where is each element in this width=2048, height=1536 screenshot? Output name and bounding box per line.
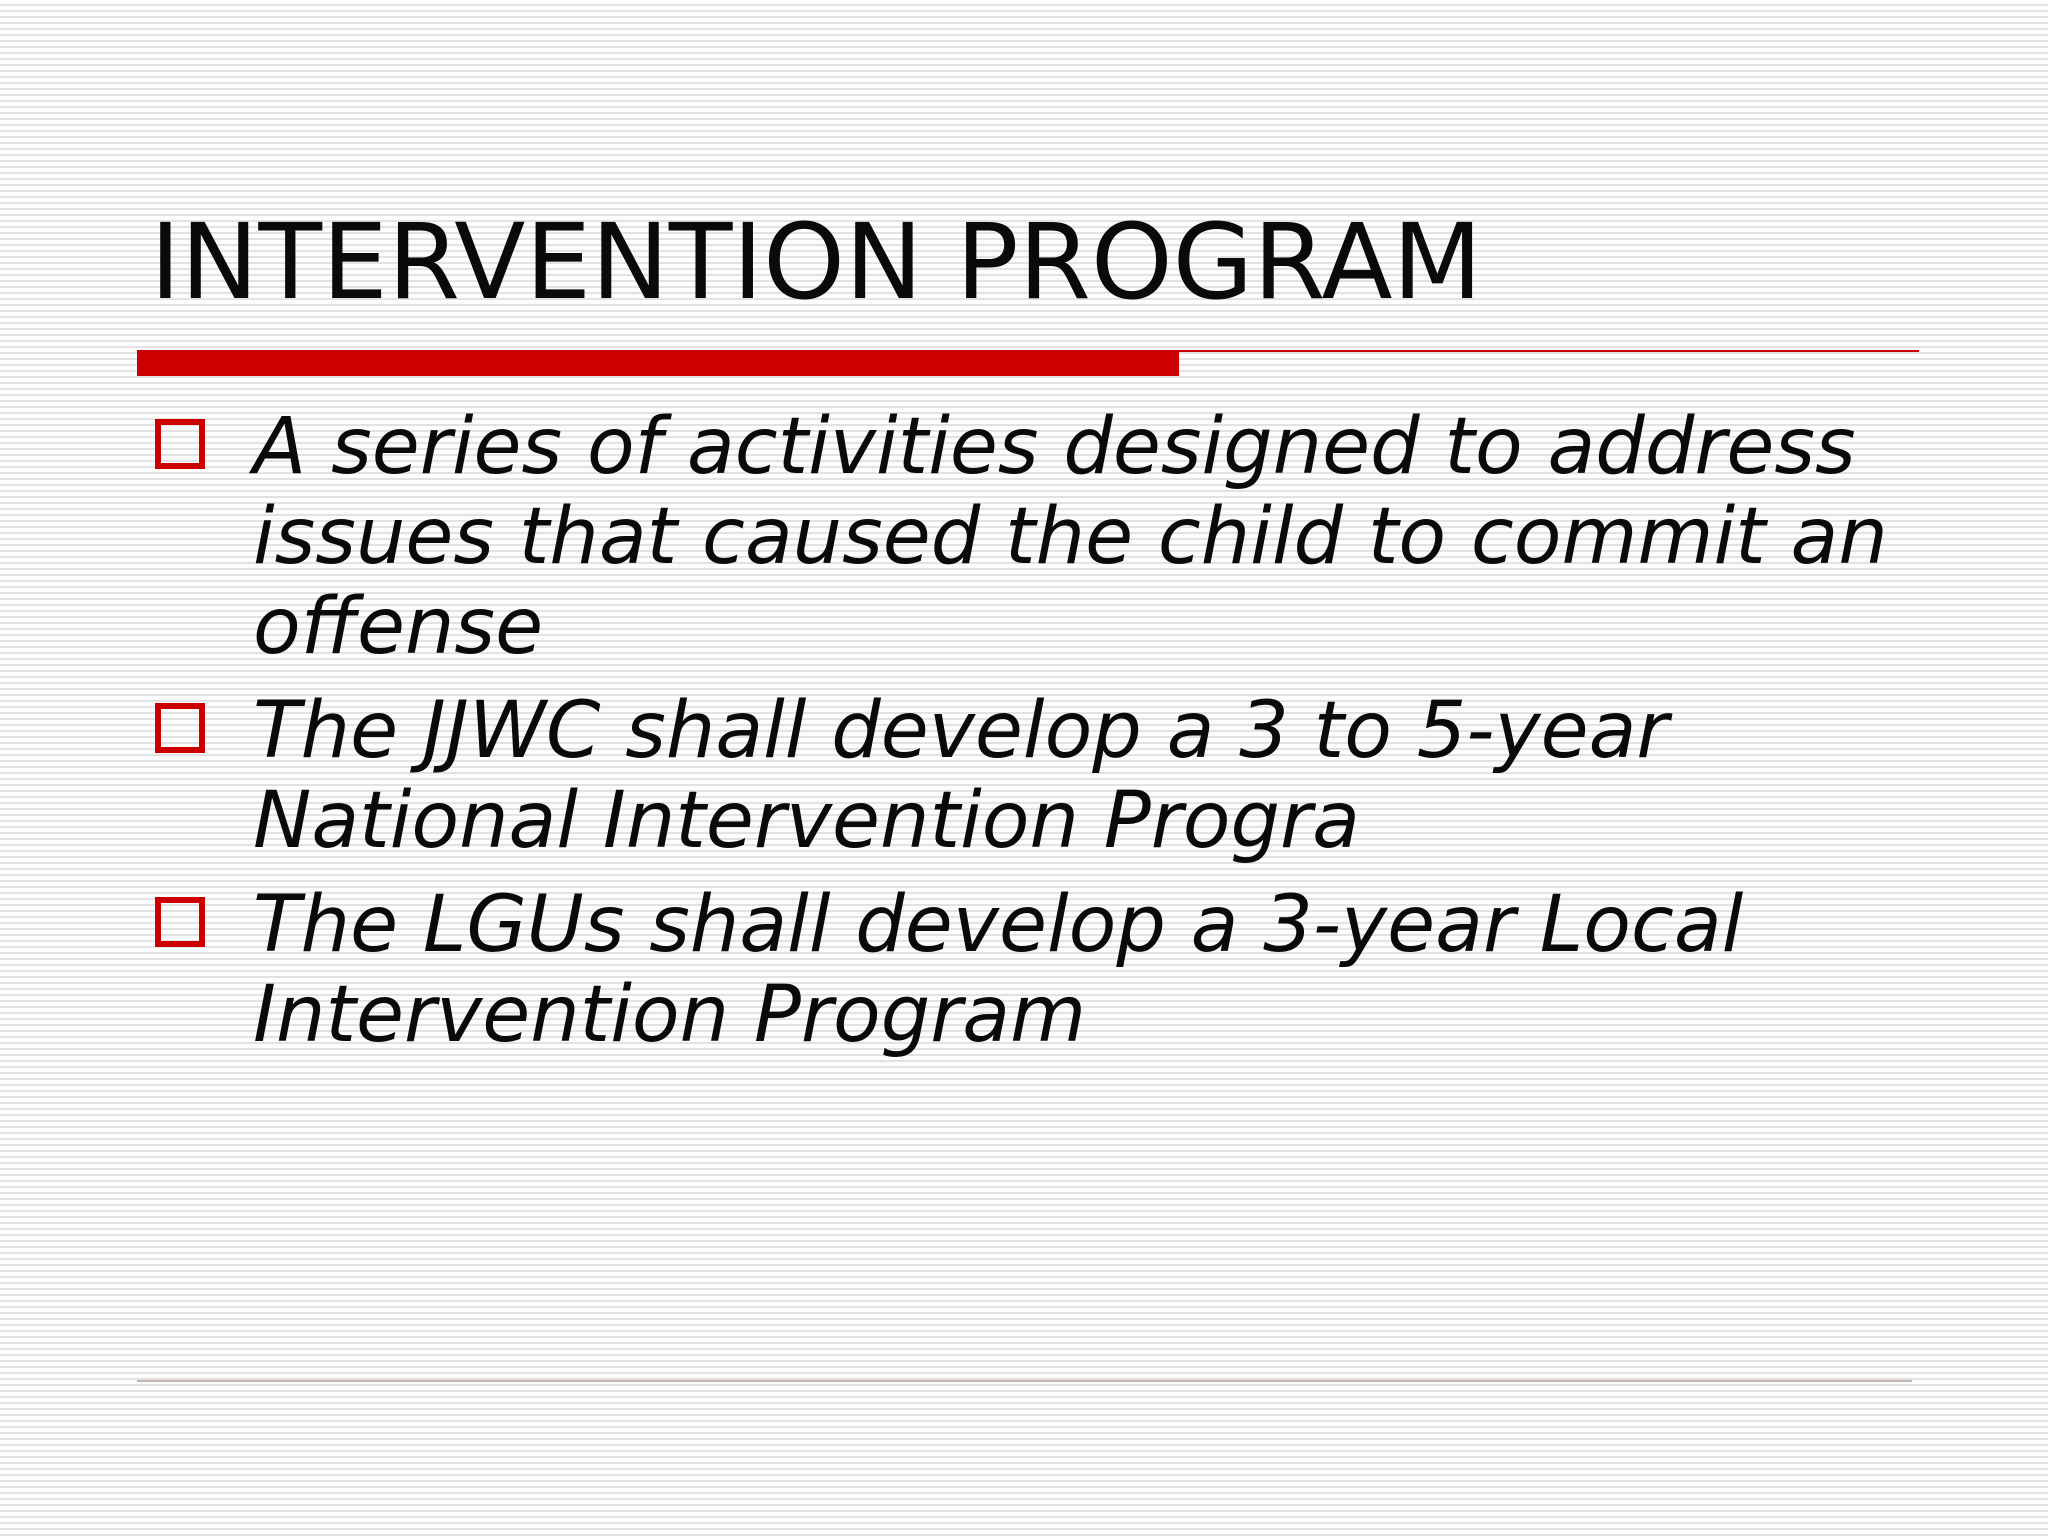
bullet-text: The JJWC shall develop a 3 to 5-year National Intervention Progra (253, 686, 1669, 866)
bullet-item (155, 402, 1955, 672)
title-underline-thick (137, 350, 1179, 376)
bullet-item (155, 686, 1955, 866)
bullet-item (155, 880, 1955, 1060)
bullet-text: The LGUs shall develop a 3-year Local Intervention Program (253, 880, 1744, 1060)
slide-title: INTERVENTION PROGRAM (150, 201, 1483, 323)
bullet-text: A series of activities designed to address issues that caused the child to commit an offense (253, 402, 1888, 672)
hollow-square-icon (155, 897, 205, 947)
footer-divider (137, 1380, 1912, 1382)
hollow-square-icon (155, 419, 205, 469)
bullet-list (155, 402, 1955, 1074)
title-underline-thin (1179, 350, 1919, 352)
hollow-square-icon (155, 703, 205, 753)
